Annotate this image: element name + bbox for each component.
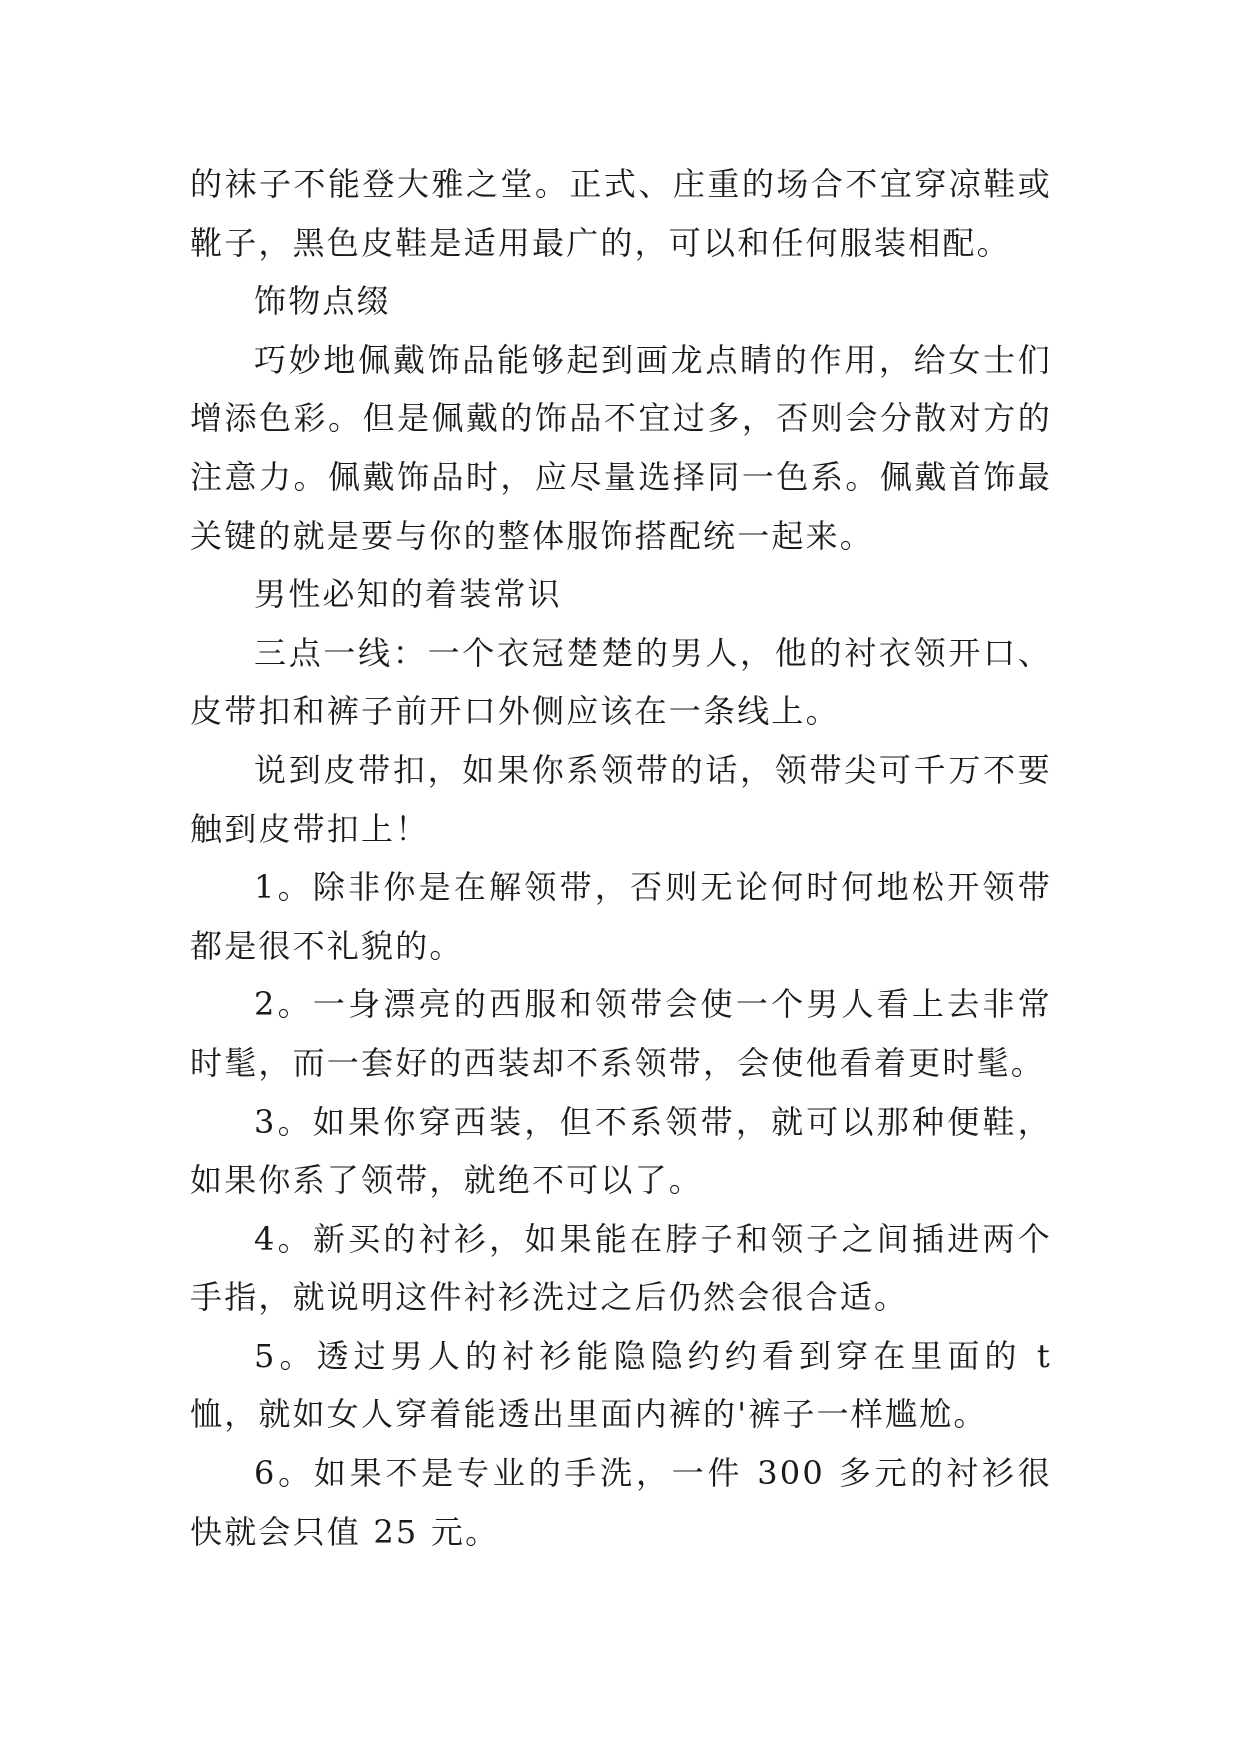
section-heading-accessories: 饰物点缀 [254, 282, 391, 321]
paragraph-accessories: 巧妙地佩戴饰品能够起到画龙点睛的作用，给女士们增添色彩。但是佩戴的饰品不宜过多，否则会分散对方的注意力。佩戴饰品时，应尽量选择同一色系。佩戴首饰最关键的就是要与你的整体服饰搭配统一起来。 [190, 340, 1052, 555]
paragraph-belt-buckle: 说到皮带扣，如果你系领带的话，领带尖可千万不要触到皮带扣上！ [190, 750, 1052, 848]
list-item-2: 2。一身漂亮的西服和领带会使一个男人看上去非常时髦，而一套好的西装却不系领带，会使他看着更时髦。 [190, 985, 1052, 1082]
paragraph-three-points: 三点一线：一个衣冠楚楚的男人，他的衬衣领开口、皮带扣和裤子前开口外侧应该在一条线上。 [190, 633, 1052, 731]
paragraph-continuation-shoes: 的袜子不能登大雅之堂。正式、庄重的场合不宜穿凉鞋或靴子，黑色皮鞋是适用最广的，可以和任何服装相配。 [190, 165, 1052, 262]
list-item-3: 3。如果你穿西装，但不系领带，就可以那种便鞋，如果你系了领带，就绝不可以了。 [190, 1102, 1052, 1200]
section-heading-men-dress: 男性必知的着装常识 [254, 575, 562, 614]
list-item-6: 6。如果不是专业的手洗，一件 300 多元的衬衫很快就会只值 25 元。 [190, 1454, 1052, 1551]
list-item-5: 5。透过男人的衬衫能隐隐约约看到穿在里面的 t 恤，就如女人穿着能透出里面内裤的'裤子一样尴尬。 [190, 1336, 1052, 1434]
document-body [190, 155, 1052, 1561]
list-item-1: 1。除非你是在解领带，否则无论何时何地松开领带都是很不礼貌的。 [190, 868, 1052, 965]
list-item-4: 4。新买的衬衫，如果能在脖子和领子之间插进两个手指，就说明这件衬衫洗过之后仍然会很合适。 [190, 1219, 1052, 1317]
